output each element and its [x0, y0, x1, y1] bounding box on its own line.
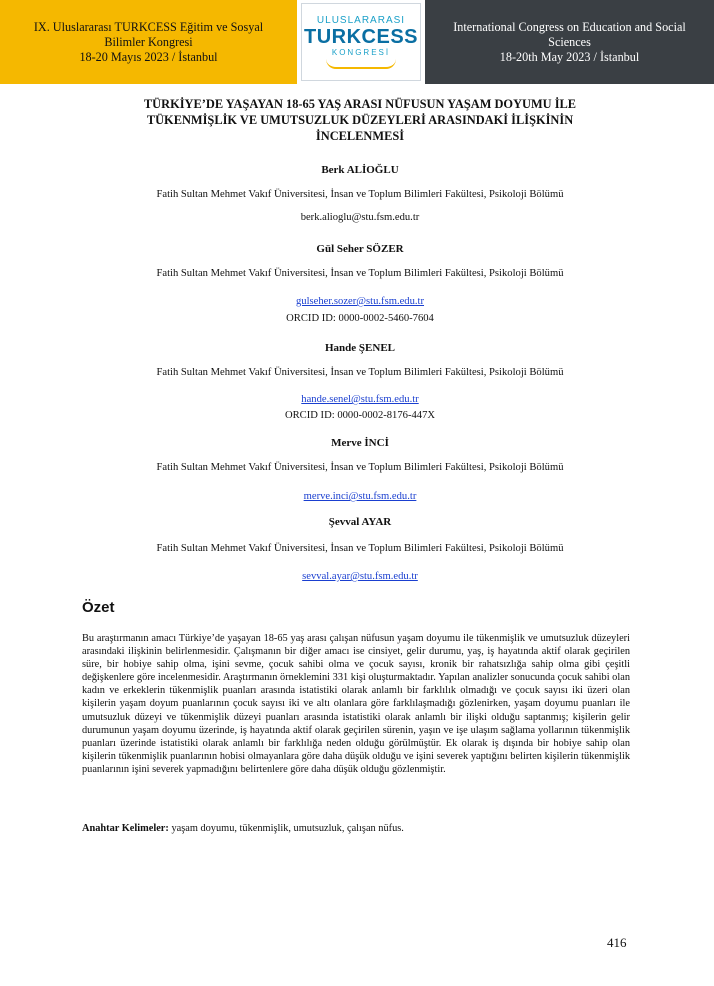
author-orcid: ORCID ID: 0000-0002-8176-447X [284, 410, 436, 421]
title-line: TÜKENMİŞLİK VE UMUTSUZLUK DÜZEYLERİ ARASINDAKİ İLİŞKİNİN [146, 113, 574, 127]
author-affiliation: Fatih Sultan Mehmet Vakıf Üniversitesi, İnsan ve Toplum Bilimleri Fakültesi, Psikoloji Bölümü [156, 543, 564, 554]
author-affiliation: Fatih Sultan Mehmet Vakıf Üniversitesi, İnsan ve Toplum Bilimleri Fakültesi, Psikoloji Bölümü [156, 268, 564, 279]
author-email-link[interactable]: sevval.ayar@stu.fsm.edu.tr [302, 571, 418, 582]
conference-header [0, 0, 714, 84]
author-name: Merve İNCİ [331, 437, 389, 449]
header-right-english [425, 0, 714, 84]
keywords-label: Anahtar Kelimeler: [82, 823, 169, 834]
header-right-line: International Congress on Education and Social [453, 19, 686, 34]
header-left-turkish [0, 0, 297, 84]
author-email-link[interactable]: gulseher.sozer@stu.fsm.edu.tr [295, 296, 425, 307]
author-name: Hande ŞENEL [325, 342, 395, 354]
author-email-link[interactable]: merve.inci@stu.fsm.edu.tr [303, 491, 417, 502]
keywords [82, 822, 630, 835]
author-email-row [60, 566, 660, 584]
author-orcid: ORCID ID: 0000-0002-5460-7604 [286, 313, 434, 324]
author-name: Şevval AYAR [328, 516, 392, 528]
abstract-heading: Özet [82, 599, 115, 616]
author-email: berk.alioglu@stu.fsm.edu.tr [300, 212, 420, 223]
logo-arc-decoration [326, 59, 396, 69]
paper-title [90, 96, 630, 144]
logo-main-text: TURKCESS [303, 26, 418, 48]
author-name: Berk ALİOĞLU [321, 164, 399, 176]
conference-logo [297, 0, 425, 84]
author-affiliation: Fatih Sultan Mehmet Vakıf Üniversitesi, İnsan ve Toplum Bilimleri Fakültesi, Psikoloji Bölümü [156, 462, 564, 473]
header-left-line: IX. Uluslararası TURKCESS Eğitim ve Sosyal [33, 19, 264, 34]
logo-top-text: ULUSLARARASI [316, 15, 406, 26]
author-email-row [60, 389, 660, 407]
author-email-row [60, 486, 660, 504]
author-name: Gül Seher SÖZER [316, 243, 404, 255]
header-right-line: Sciences [548, 34, 591, 49]
keywords-text: yaşam doyumu, tükenmişlik, umutsuzluk, çalışan nüfus. [171, 823, 404, 834]
author-affiliation: Fatih Sultan Mehmet Vakıf Üniversitesi, İnsan ve Toplum Bilimleri Fakültesi, Psikoloji Bölümü [156, 367, 564, 378]
abstract-text: Bu araştırmanın amacı Türkiye’de yaşayan 18-65 yaş arası çalışan nüfusun yaşam doyumu ile tükenmişlik ve umutsuzluk düzeyleri arasındaki ilişkinin belirlenmesidir. Çalışmanın bir diğer amacı ise cinsiyet, gelir durumu, yaş, iş hayatında aktif olarak geçirilen süre, bir hobiye sahip olma, işini sevme, çocuk sahibi olma ve çocuk sayısı, kronik bir rahatsızlığa sahip olma gibi çeşitli değişkenlere göre incelenmesidir. Araştırmanın örneklemini 331 kişi oluşturmaktadır. Yapılan analizler sonucunda çocuk sahibi olan kadın ve erkeklerin tükenmişlik puanları arasında istatistiki olarak anlamlı bir farklılık olmadığı ve çocuk sayısı iki üzeri olan kişilerin yaşam doyum puanlarının çocuk sayısı iki ve altı olanlara göre farklılaşmadığı gözlenirken, yaşam doyumu puanları ile umutsuzluk düzeyi ve tükenmişlik düzeyi puanları arasında istatistiki olarak anlamlı bir ilişki olduğu saptanmış; kişilerin gelir durumunun yaşam doyumu üzerinde, iş hayatında aktif olarak geçirilen sürenin, yaşın ve işe ulaşım sağlama yollarının tükenmişlik puanları üzerinde istatistiki olarak anlamlı bir farklılığa neden olduğu görülmüştür. Ek olarak iş dışında bir hobiye sahip olan kişilerin tükenmişlik puanlarının hobisi olmayanlara göre daha düşük olduğu ve işini severek yaptığını belirten kişilerin tükenmişlik puanlarının işini severek yapmadığını belirtenlere göre daha düşük olduğu gözlenmiştir. [82, 633, 630, 775]
header-left-line: 18-20 Mayıs 2023 / İstanbul [79, 49, 218, 64]
header-right-line: 18-20th May 2023 / İstanbul [499, 49, 640, 64]
author-email-row [60, 291, 660, 309]
header-left-line: Bilimler Kongresi [104, 34, 193, 49]
title-line: TÜRKİYE’DE YAŞAYAN 18-65 YAŞ ARASI NÜFUSUN YAŞAM DOYUMU İLE [143, 97, 577, 111]
title-line: İNCELENMESİ [315, 129, 405, 143]
page-number: 416 [607, 935, 627, 950]
turkcess-logo [301, 3, 421, 81]
author-affiliation: Fatih Sultan Mehmet Vakıf Üniversitesi, İnsan ve Toplum Bilimleri Fakültesi, Psikoloji Bölümü [156, 189, 564, 200]
logo-bottom-text: KONGRESİ [331, 48, 391, 57]
author-email-link[interactable]: hande.senel@stu.fsm.edu.tr [301, 394, 419, 405]
